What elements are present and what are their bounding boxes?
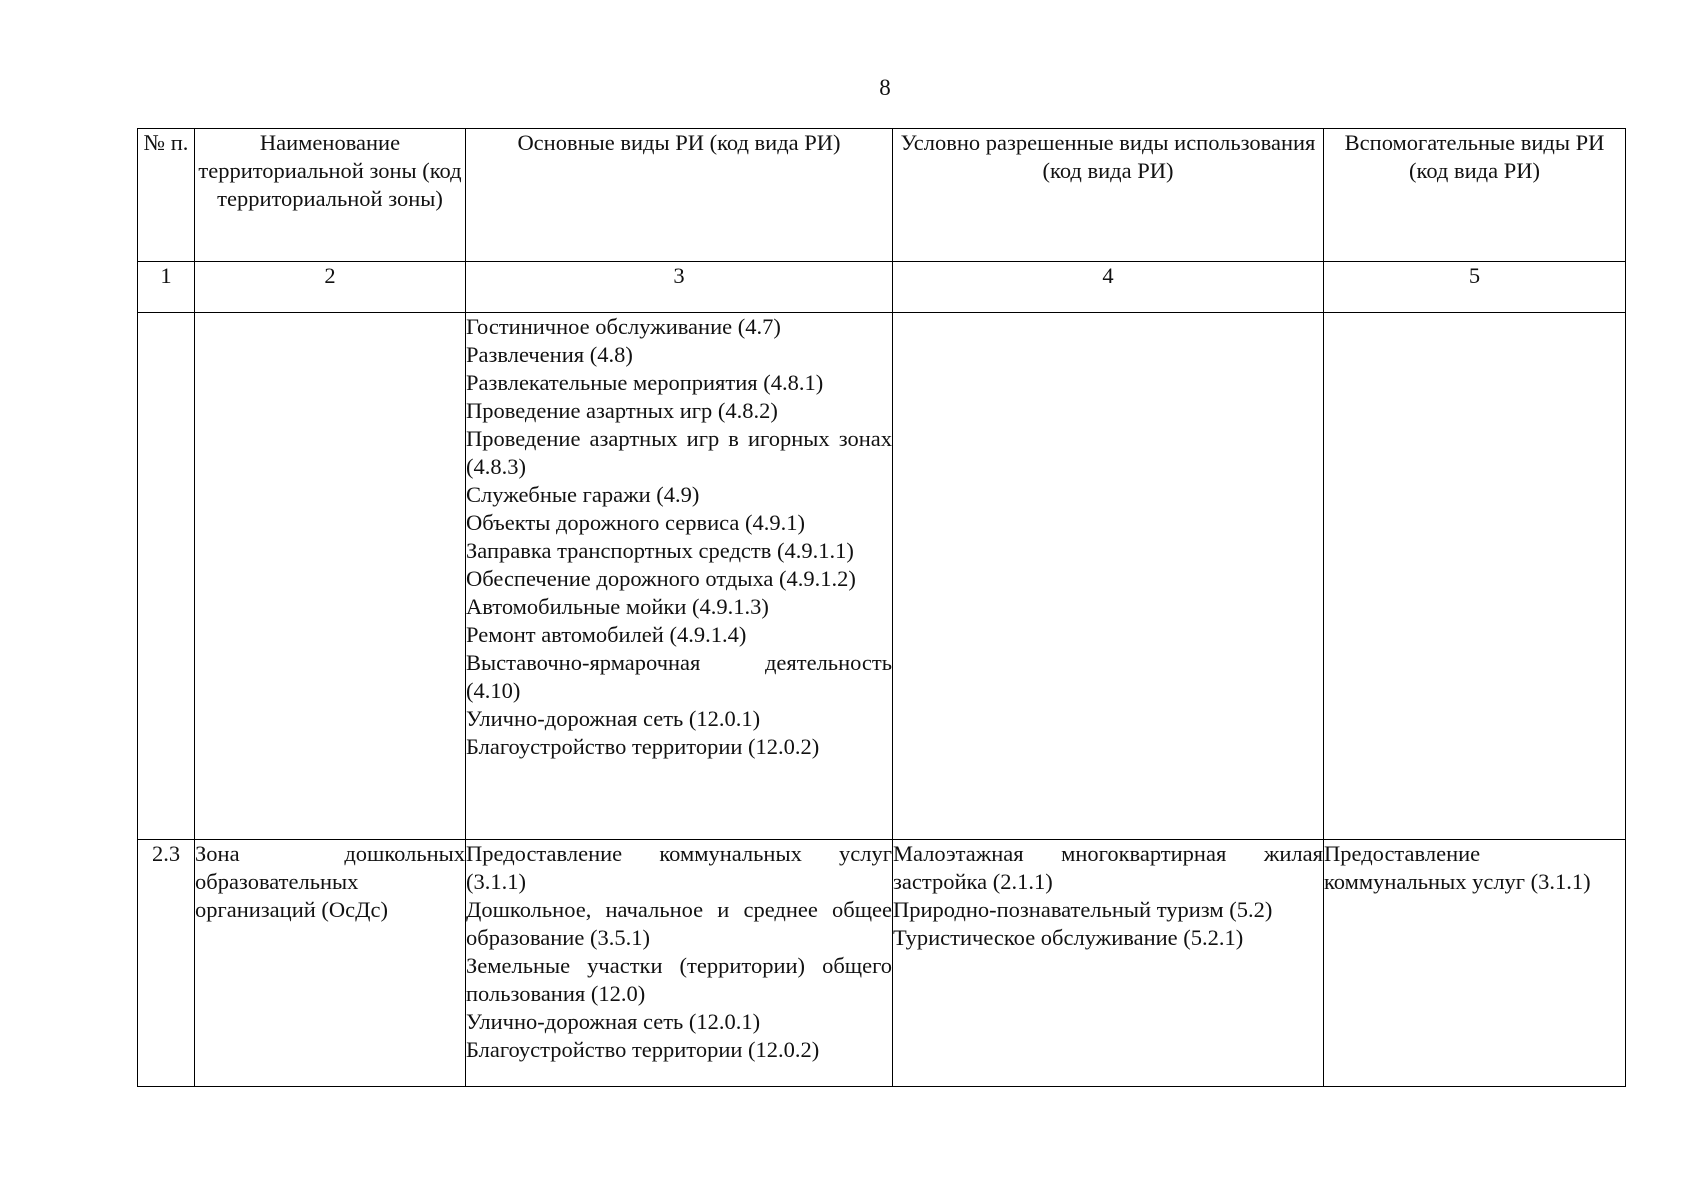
use-item: Заправка транспортных средств (4.9.1.1) <box>466 538 854 563</box>
use-item: Развлекательные мероприятия (4.8.1) <box>466 370 824 395</box>
zone-name <box>195 313 466 840</box>
main-uses-cell <box>466 840 893 1087</box>
use-item: Туристическое обслуживание (5.2.1) <box>893 925 1244 950</box>
main-uses-cell <box>466 313 893 840</box>
table-row <box>138 840 1626 1087</box>
use-item: Улично-дорожная сеть (12.0.1) <box>466 706 761 731</box>
zone-name: Зона дошкольных образовательных организаций (ОсДс) <box>195 841 465 922</box>
zone-name-cell <box>195 840 466 1087</box>
use-item: Обеспечение дорожного отдыха (4.9.1.2) <box>466 566 856 591</box>
use-item: Предоставление коммунальных услуг (3.1.1) <box>466 841 892 894</box>
use-item: Проведение азартных игр в игорных зонах (4.8.3) <box>466 426 892 479</box>
zones-table <box>137 128 1626 1087</box>
use-item: Ремонт автомобилей (4.9.1.4) <box>466 622 747 647</box>
table-header-row <box>138 129 1626 262</box>
header-zone-name: Наименование территориальной зоны (код территориальной зоны) <box>195 129 466 262</box>
conditional-uses-cell <box>893 313 1324 840</box>
header-conditional-uses: Условно разрешенные виды использования (код вида РИ) <box>893 129 1324 262</box>
header-auxiliary-uses: Вспомогательные виды РИ (код вида РИ) <box>1324 129 1626 262</box>
row-number <box>138 313 195 840</box>
use-item: Природно-познавательный туризм (5.2) <box>893 897 1273 922</box>
column-number: 1 <box>138 262 195 313</box>
table-row <box>138 313 1626 840</box>
column-number: 4 <box>893 262 1324 313</box>
row-number: 2.3 <box>138 840 195 1087</box>
use-item: Малоэтажная многоквартирная жилая застройка (2.1.1) <box>893 841 1323 894</box>
conditional-uses-cell <box>893 840 1324 1087</box>
use-item: Благоустройство территории (12.0.2) <box>466 734 820 759</box>
use-item: Проведение азартных игр (4.8.2) <box>466 398 778 423</box>
use-item: Предоставление коммунальных услуг (3.1.1) <box>1324 841 1591 894</box>
use-item: Улично-дорожная сеть (12.0.1) <box>466 1009 761 1034</box>
use-item: Объекты дорожного сервиса (4.9.1) <box>466 510 806 535</box>
header-main-uses: Основные виды РИ (код вида РИ) <box>466 129 893 262</box>
use-item: Развлечения (4.8) <box>466 342 633 367</box>
auxiliary-uses-cell <box>1324 313 1626 840</box>
use-item: Гостиничное обслуживание (4.7) <box>466 314 781 339</box>
use-item: Земельные участки (территории) общего пользования (12.0) <box>466 953 892 1006</box>
use-item: Выставочно-ярмарочная деятельность (4.10) <box>466 650 892 703</box>
column-numbers-row <box>138 262 1626 313</box>
column-number: 2 <box>195 262 466 313</box>
use-item: Служебные гаражи (4.9) <box>466 482 700 507</box>
page-number: 8 <box>879 75 891 100</box>
use-item: Благоустройство территории (12.0.2) <box>466 1037 820 1062</box>
header-number: № п. <box>138 129 195 262</box>
auxiliary-uses-cell <box>1324 840 1626 1087</box>
use-item: Дошкольное, начальное и среднее общее образование (3.5.1) <box>466 897 892 950</box>
use-item: Автомобильные мойки (4.9.1.3) <box>466 594 769 619</box>
column-number: 3 <box>466 262 893 313</box>
column-number: 5 <box>1324 262 1626 313</box>
